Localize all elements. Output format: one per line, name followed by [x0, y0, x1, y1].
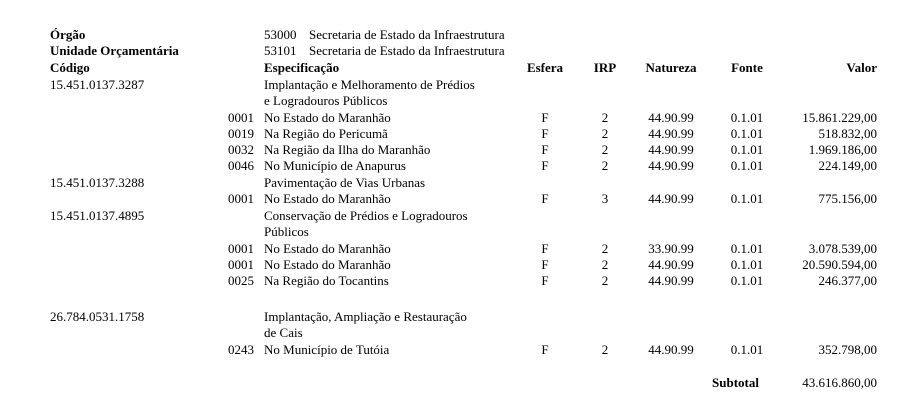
row-fonte: 0.1.01 — [730, 110, 764, 125]
row-esfera: F — [541, 342, 549, 357]
row-desc: No Estado do Maranhão — [264, 257, 391, 272]
row-natureza: 44.90.99 — [648, 191, 694, 206]
row-fonte: 0.1.01 — [730, 191, 764, 206]
row-fonte: 0.1.01 — [730, 273, 764, 288]
orgao-name: Secretaria de Estado da Infraestrutura — [309, 27, 505, 42]
row-sub: 0001 — [228, 241, 254, 256]
row-valor: 775.156,00 — [818, 191, 877, 206]
row-irp: 2 — [601, 126, 609, 141]
row-fonte: 0.1.01 — [730, 241, 764, 256]
group-spec-line: de Cais — [264, 325, 303, 340]
row-esfera: F — [541, 110, 549, 125]
row-fonte: 0.1.01 — [730, 142, 764, 157]
row-natureza: 44.90.99 — [648, 257, 694, 272]
col-header-valor: Valor — [846, 60, 877, 75]
row-desc: No Município de Tutóia — [264, 342, 390, 357]
row-fonte: 0.1.01 — [730, 158, 764, 173]
row-fonte: 0.1.01 — [730, 342, 764, 357]
row-valor: 352.798,00 — [818, 342, 877, 357]
row-irp: 2 — [601, 142, 609, 157]
row-sub: 0001 — [228, 257, 254, 272]
row-irp: 2 — [601, 110, 609, 125]
row-irp: 2 — [601, 257, 609, 272]
group-spec-line: Implantação e Melhoramento de Prédios — [264, 77, 475, 92]
row-natureza: 44.90.99 — [648, 142, 694, 157]
row-sub: 0243 — [228, 342, 254, 357]
row-sub: 0019 — [228, 126, 254, 141]
orgao-label: Órgão — [50, 27, 86, 42]
col-header-especificacao: Especificação — [264, 60, 340, 75]
row-desc: Na Região da Ilha do Maranhão — [264, 142, 431, 157]
row-sub: 0046 — [228, 158, 254, 173]
row-esfera: F — [541, 126, 549, 141]
group-spec-line: Pavimentação de Vias Urbanas — [264, 175, 426, 190]
unidade-name: Secretaria de Estado da Infraestrutura — [309, 43, 505, 58]
col-header-irp: IRP — [593, 60, 617, 75]
subtotal-value: 43.616.860,00 — [802, 375, 877, 390]
row-desc: No Estado do Maranhão — [264, 191, 391, 206]
row-desc: Na Região do Tocantins — [264, 273, 389, 288]
row-irp: 2 — [601, 241, 609, 256]
row-valor: 20.590.594,00 — [802, 257, 877, 272]
row-desc: No Estado do Maranhão — [264, 241, 391, 256]
row-valor: 224.149,00 — [818, 158, 877, 173]
row-esfera: F — [541, 273, 549, 288]
col-header-fonte: Fonte — [731, 60, 763, 75]
group-spec-line: Públicos — [264, 224, 309, 239]
row-natureza: 44.90.99 — [648, 273, 694, 288]
row-esfera: F — [541, 191, 549, 206]
row-valor: 15.861.229,00 — [802, 110, 877, 125]
orgao-code: 53000 — [264, 27, 297, 42]
row-fonte: 0.1.01 — [730, 126, 764, 141]
row-irp: 2 — [601, 342, 609, 357]
group-spec-line: Conservação de Prédios e Logradouros — [264, 208, 468, 223]
subtotal-label: Subtotal — [712, 375, 759, 390]
row-irp: 3 — [601, 191, 609, 206]
row-natureza: 44.90.99 — [648, 342, 694, 357]
group-code: 15.451.0137.4895 — [50, 208, 145, 223]
row-natureza: 44.90.99 — [648, 110, 694, 125]
group-code: 15.451.0137.3287 — [50, 77, 145, 92]
row-natureza: 33.90.99 — [648, 241, 694, 256]
row-desc: No Município de Anapurus — [264, 158, 406, 173]
row-esfera: F — [541, 257, 549, 272]
row-irp: 2 — [601, 158, 609, 173]
row-valor: 1.969.186,00 — [808, 142, 877, 157]
row-desc: Na Região do Pericumã — [264, 126, 388, 141]
col-header-codigo: Código — [50, 60, 90, 75]
row-desc: No Estado do Maranhão — [264, 110, 391, 125]
row-sub: 0025 — [228, 273, 254, 288]
row-fonte: 0.1.01 — [730, 257, 764, 272]
row-irp: 2 — [601, 273, 609, 288]
col-header-natureza: Natureza — [645, 60, 697, 75]
group-code: 26.784.0531.1758 — [50, 309, 145, 324]
unidade-code: 53101 — [264, 43, 297, 58]
row-esfera: F — [541, 158, 549, 173]
group-code: 15.451.0137.3288 — [50, 175, 145, 190]
row-natureza: 44.90.99 — [648, 126, 694, 141]
row-valor: 246.377,00 — [818, 273, 877, 288]
row-valor: 518.832,00 — [818, 126, 877, 141]
row-sub: 0032 — [228, 142, 254, 157]
group-spec-line: e Logradouros Públicos — [264, 93, 388, 108]
unidade-label: Unidade Orçamentária — [50, 43, 179, 58]
row-natureza: 44.90.99 — [648, 158, 694, 173]
row-sub: 0001 — [228, 110, 254, 125]
group-spec-line: Implantação, Ampliação e Restauração — [264, 309, 467, 324]
col-header-esfera: Esfera — [526, 60, 564, 75]
row-esfera: F — [541, 241, 549, 256]
row-sub: 0001 — [228, 191, 254, 206]
row-esfera: F — [541, 142, 549, 157]
row-valor: 3.078.539,00 — [808, 241, 877, 256]
